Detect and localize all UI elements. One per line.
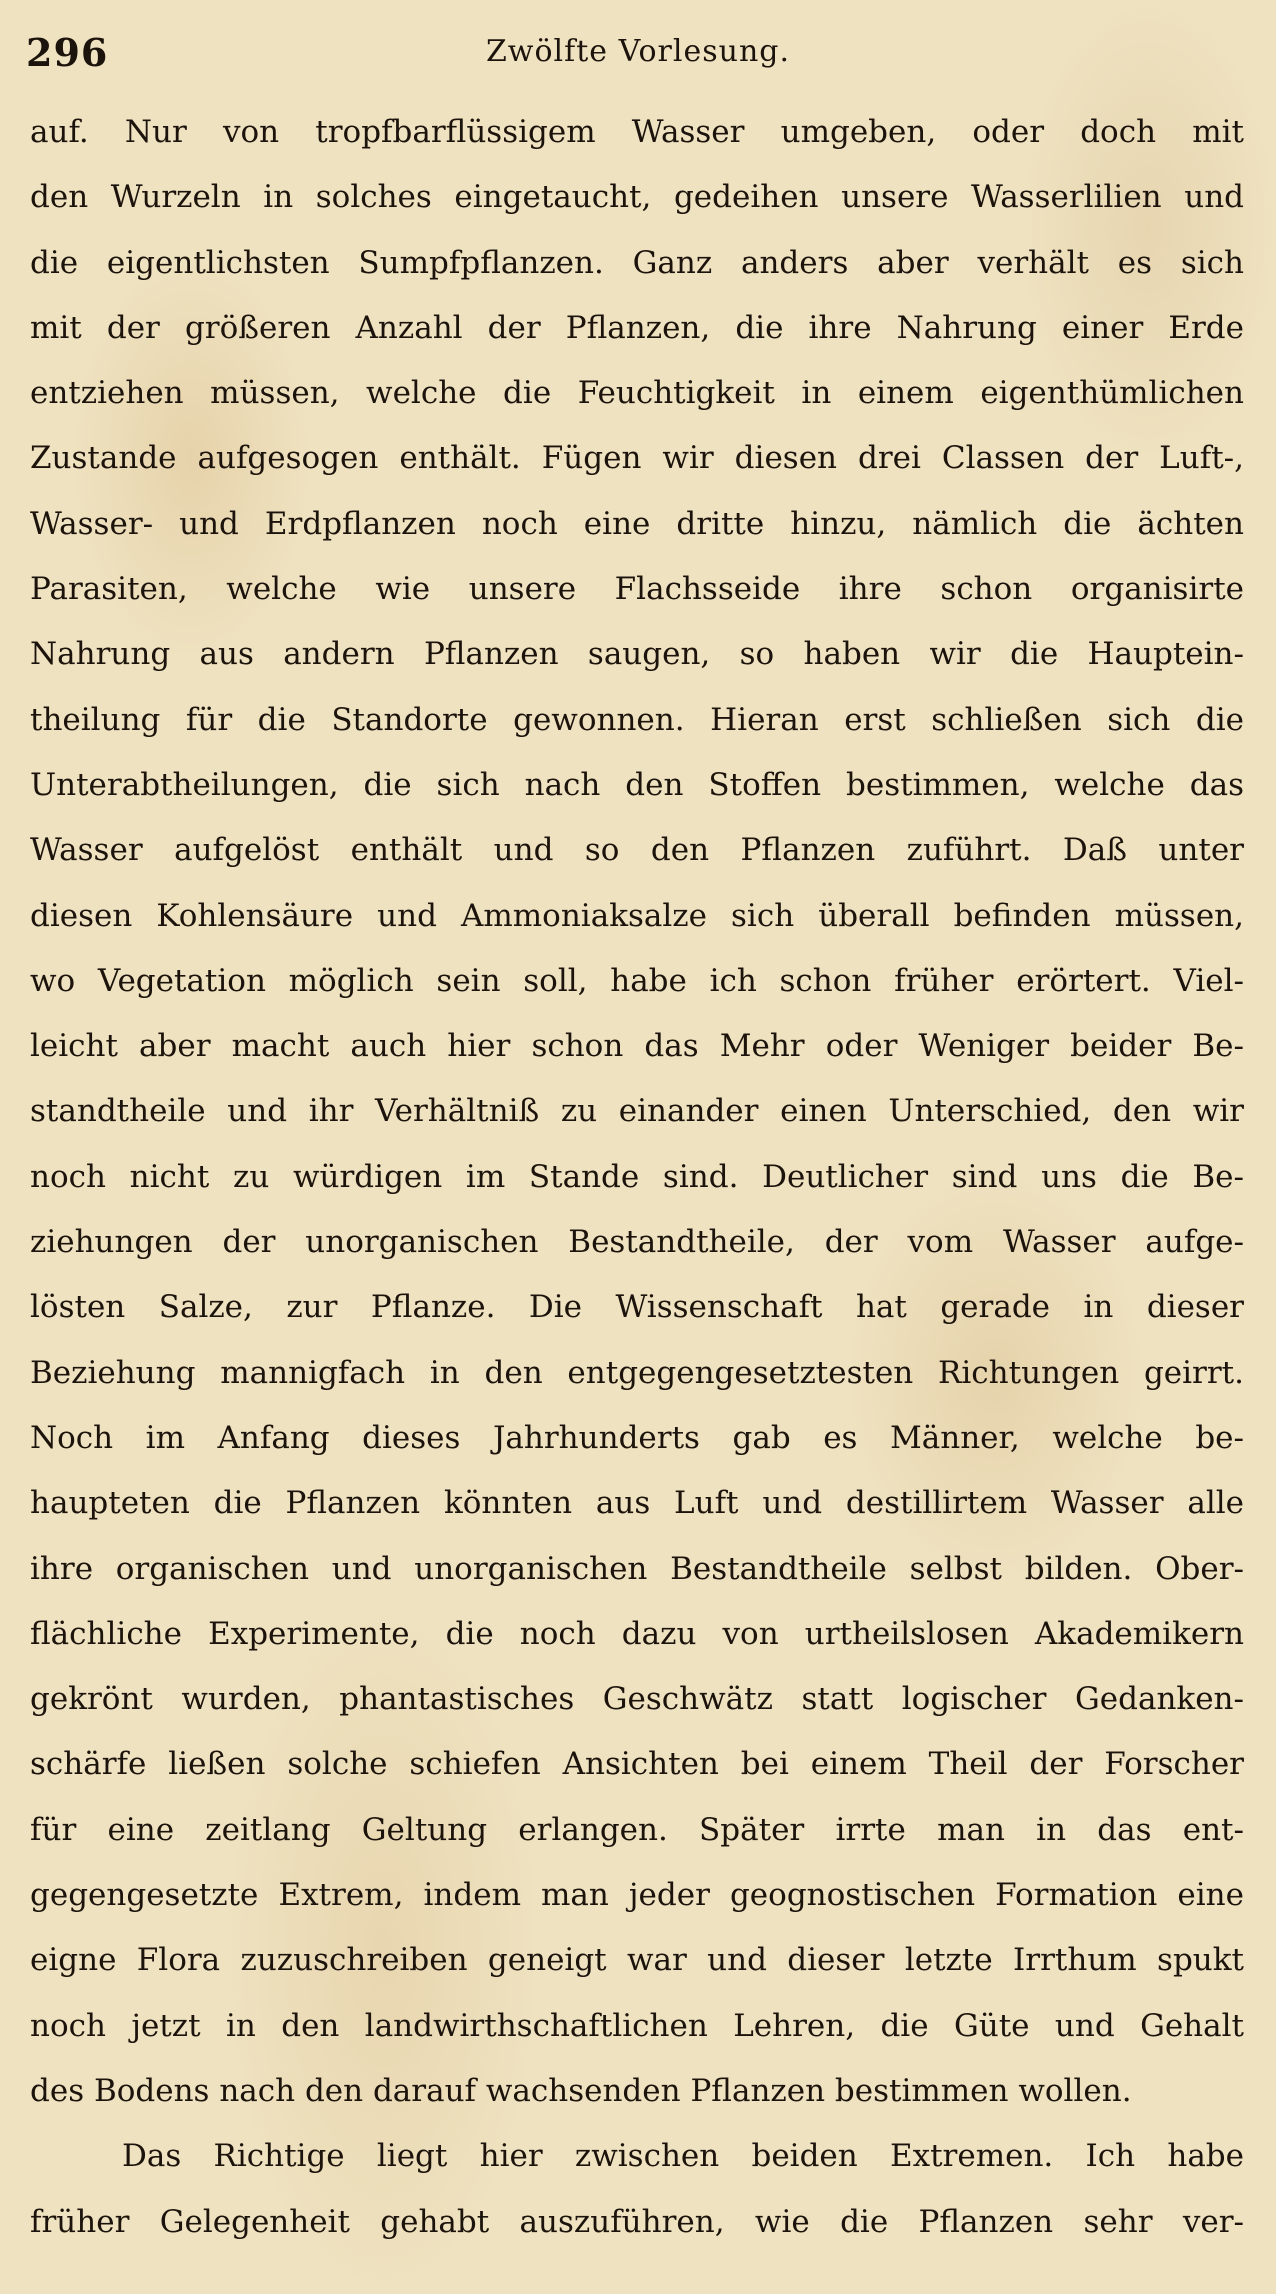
text-line: Wasser aufgelöst enthält und so den Pflanzen zuführt. Daß unter <box>30 832 1244 869</box>
text-line: noch jetzt in den landwirthschaftlichen Lehren, die Güte und Gehalt <box>30 2007 1244 2044</box>
text-line: die eigentlichsten Sumpfpflanzen. Ganz anders aber verhält es sich <box>30 244 1244 281</box>
text-line: wo Vegetation möglich sein soll, habe ich schon früher erörtert. Viel- <box>30 962 1244 999</box>
text-line: gekrönt wurden, phantastisches Geschwätz statt logischer Gedanken- <box>30 1681 1244 1718</box>
text-line: Nahrung aus andern Pflanzen saugen, so haben wir die Hauptein- <box>30 636 1244 673</box>
text-line: ihre organischen und unorganischen Bestandtheile selbst bilden. Ober- <box>30 1550 1244 1587</box>
text-line: Parasiten, welche wie unsere Flachsseide ihre schon organisirte <box>30 571 1244 608</box>
text-line: entziehen müssen, welche die Feuchtigkeit in einem eigenthümlichen <box>30 375 1244 412</box>
text-line: diesen Kohlensäure und Ammoniaksalze sich überall befinden müssen, <box>30 897 1244 934</box>
text-line: Zustande aufgesogen enthält. Fügen wir diesen drei Classen der Luft-, <box>30 440 1244 477</box>
text-line: ziehungen der unorganischen Bestandtheile, der vom Wasser aufge- <box>30 1224 1244 1261</box>
text-line: lösten Salze, zur Pflanze. Die Wissenschaft hat gerade in dieser <box>30 1289 1244 1326</box>
page-header <box>26 30 1250 80</box>
text-line: Unterabtheilungen, die sich nach den Stoffen bestimmen, welche das <box>30 766 1244 803</box>
body-text <box>30 100 1244 2255</box>
running-head: Zwölfte Vorlesung. <box>485 34 791 69</box>
text-line: früher Gelegenheit gehabt auszuführen, wie die Pflanzen sehr ver- <box>30 2203 1244 2240</box>
text-line: theilung für die Standorte gewonnen. Hieran erst schließen sich die <box>30 701 1244 738</box>
page-number: 296 <box>26 30 109 75</box>
text-line: schärfe ließen solche schiefen Ansichten bei einem Theil der Forscher <box>30 1746 1244 1783</box>
text-line: für eine zeitlang Geltung erlangen. Später irrte man in das ent- <box>30 1811 1244 1848</box>
text-line: haupteten die Pflanzen könnten aus Luft und destillirtem Wasser alle <box>30 1485 1244 1522</box>
paragraph-start-line: Das Richtige liegt hier zwischen beiden Extremen. Ich habe <box>122 2138 1244 2175</box>
text-line: auf. Nur von tropfbarflüssigem Wasser umgeben, oder doch mit <box>30 114 1244 150</box>
text-line: Beziehung mannigfach in den entgegengesetztesten Richtungen geirrt. <box>30 1354 1244 1391</box>
text-line: gegengesetzte Extrem, indem man jeder geognostischen Formation eine <box>30 1877 1244 1914</box>
paragraph-end-line: des Bodens nach den darauf wachsenden Pflanzen bestimmen wollen. <box>30 2072 1132 2109</box>
text-line: noch nicht zu würdigen im Stande sind. Deutlicher sind uns die Be- <box>30 1158 1244 1195</box>
text-line: Wasser- und Erdpflanzen noch eine dritte hinzu, nämlich die ächten <box>30 505 1244 542</box>
text-line: eigne Flora zuzuschreiben geneigt war und dieser letzte Irrthum spukt <box>30 1942 1244 1979</box>
text-line: standtheile und ihr Verhältniß zu einander einen Unterschied, den wir <box>30 1093 1244 1130</box>
text-line: mit der größeren Anzahl der Pflanzen, die ihre Nahrung einer Erde <box>30 309 1244 346</box>
text-line: den Wurzeln in solches eingetaucht, gedeihen unsere Wasserlilien und <box>30 179 1244 216</box>
text-line: Noch im Anfang dieses Jahrhunderts gab es Männer, welche be- <box>30 1419 1244 1456</box>
text-line: flächliche Experimente, die noch dazu von urtheilslosen Akademikern <box>30 1615 1244 1652</box>
text-line: leicht aber macht auch hier schon das Mehr oder Weniger beider Be- <box>30 1028 1244 1065</box>
